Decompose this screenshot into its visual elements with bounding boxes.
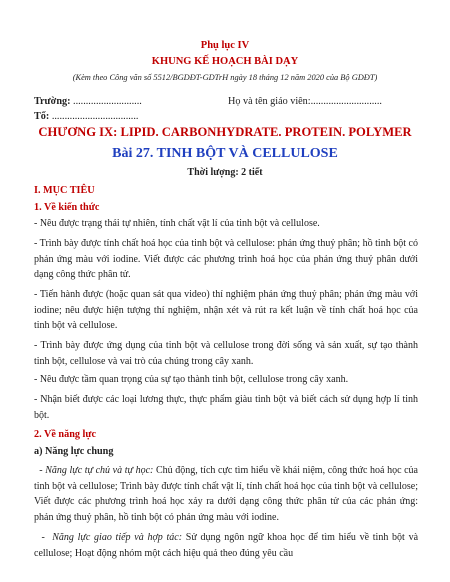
- competence-label: Năng lực tự chủ và tự học:: [45, 465, 154, 476]
- knowledge-item: - Nêu được trạng thái tự nhiên, tính chất vật lí của tinh bột và cellulose.: [34, 218, 320, 229]
- official-note: (Kèm theo Công văn số 5512/BGDĐT-GDTrH ngày 18 tháng 12 năm 2020 của Bộ GDĐT): [72, 73, 378, 82]
- knowledge-item: - Nhận biết được các loại lương thực, thực phẩm giàu tinh bột và biết cách sử dụng hợp lí tinh bột.: [34, 394, 418, 421]
- teacher-label: Họ và tên giáo viên:: [228, 96, 311, 107]
- competence-label: Năng lực giao tiếp và hợp tác:: [52, 532, 183, 543]
- lesson-title: Bài 27. TINH BỘT VÀ CELLULOSE: [112, 146, 338, 161]
- teacher-field: [228, 96, 382, 107]
- school-dots: ...........................: [70, 96, 142, 107]
- duration-text: Thời lượng: 2 tiết: [187, 167, 263, 178]
- knowledge-item: - Nêu được tầm quan trọng của sự tạo thành tinh bột, cellulose trong cây xanh.: [34, 374, 349, 385]
- appendix-title: Phụ lục IV: [200, 40, 250, 51]
- knowledge-item: - Tiến hành được (hoặc quan sát qua video) thí nghiệm phản ứng thuỷ phân; phản ứng màu với iodine; nêu được hiện tượng thí nghiệm, nhận xét và rút ra kết luận về tính chất hoá học của tinh bột và cellulose.: [34, 289, 418, 331]
- subsection-knowledge: 1. Về kiến thức: [34, 202, 100, 213]
- school-field: [34, 96, 142, 107]
- competence-text: Chủ động, tích cực tìm hiểu về khái niệm, công thức hoá học của tinh bột và cellulose; Trình bày được tính chất vật lí, tính chất hoá học của tinh bột và cellulose; Viết được các phương trình hoá học xảy ra dưới dạng công thức phân tử của các phản ứng: phản ứng thuỷ phân, hồ tinh bột có phản ứng màu với iodine.: [34, 465, 418, 523]
- competence-prefix: -: [34, 532, 53, 543]
- group-dots: ..................................: [49, 111, 139, 122]
- knowledge-item: - Trình bày được ứng dụng của tinh bột và cellulose trong đời sống và sản xuất, sự tạo thành tinh bột, cellulose và vai trò của chúng trong cây xanh.: [34, 340, 418, 367]
- frame-title: KHUNG KẾ HOẠCH BÀI DẠY: [151, 56, 299, 67]
- competence-text: Sử dụng ngôn ngữ khoa học để tìm hiểu về tinh bột và cellulose; Hoạt động nhóm một cách hiệu quả theo đúng yêu cầu: [34, 532, 419, 559]
- competence-prefix: -: [34, 465, 46, 476]
- school-label: Trường:: [34, 96, 71, 107]
- competence-item: [34, 463, 418, 525]
- section-objectives: I. MỤC TIÊU: [34, 185, 95, 196]
- chapter-title: CHƯƠNG IX: LIPID. CARBONHYDRATE. PROTEIN. POLYMER: [38, 125, 412, 139]
- knowledge-item: - Trình bày được tính chất hoá học của tinh bột và cellulose: phản ứng thuỷ phân; hồ tinh bột có phản ứng màu với iodine. Viết được các phương trình hoá học của phản ứng thuỷ phân dưới dạng công thức phân tử.: [34, 238, 418, 280]
- subsection-general-competence: a) Năng lực chung: [34, 446, 114, 457]
- group-field: [34, 111, 138, 122]
- competence-item: [34, 530, 418, 561]
- subsection-competence: 2. Về năng lực: [34, 429, 96, 440]
- teacher-dots: ............................: [310, 96, 382, 107]
- group-label: Tổ:: [34, 111, 50, 122]
